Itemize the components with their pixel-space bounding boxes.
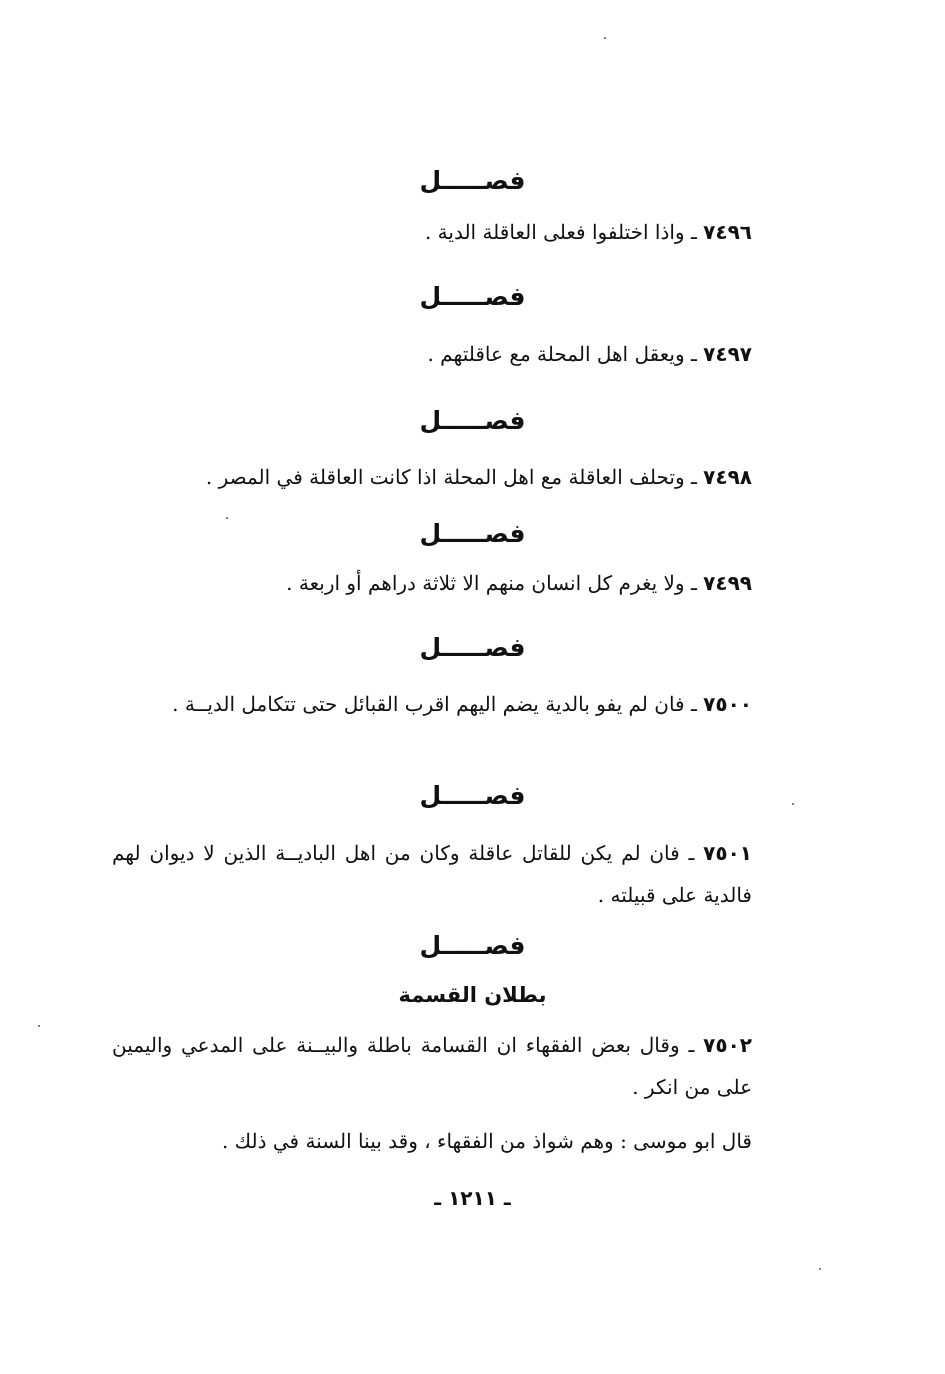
- closing-note: قال ابو موسى : وهم شواذ من الفقهاء ، وقد بينا السنة في ذلك .: [221, 1129, 752, 1153]
- paragraph-number: ٧٤٩٩: [703, 571, 752, 595]
- paragraph: [152, 211, 752, 253]
- scan-speck: [819, 1268, 821, 1270]
- paragraph: [152, 562, 752, 604]
- section-heading: فصـــــل: [419, 166, 526, 195]
- section-subheading: بطلان القسمة: [398, 983, 547, 1007]
- section-heading: فصـــــل: [419, 519, 526, 548]
- paragraph-text: ـ واذا اختلفوا فعلى العاقلة الدية .: [424, 220, 704, 244]
- scan-speck: [38, 1025, 40, 1027]
- section-heading: فصـــــل: [419, 781, 526, 810]
- paragraph-number: ٧٥٠١: [703, 841, 752, 865]
- paragraph-number: ٧٥٠٠: [703, 692, 752, 716]
- page-number: ـ ١٢١١ ـ: [434, 1186, 511, 1210]
- paragraph-text: ـ فان لم يكن للقاتل عاقلة وكان من اهل الباديــة الذين لا ديوان لهم فالدية على قبيلته .: [112, 841, 752, 907]
- paragraph: [152, 333, 752, 375]
- section-heading: فصـــــل: [419, 282, 526, 311]
- paragraph-text: ـ ويعقل اهل المحلة مع عاقلتهم .: [427, 342, 704, 366]
- paragraph: [112, 683, 752, 725]
- paragraph-text: ـ وتحلف العاقلة مع اهل المحلة اذا كانت العاقلة في المصر .: [205, 465, 704, 489]
- paragraph-text: ـ وقال بعض الفقهاء ان القسامة باطلة والبيــنة على المدعي واليمين على من انكر .: [112, 1033, 752, 1099]
- paragraph-number: ٧٤٩٧: [703, 342, 752, 366]
- paragraph: [112, 1024, 752, 1108]
- section-heading: فصـــــل: [419, 406, 526, 435]
- paragraph-number: ٧٥٠٢: [703, 1033, 752, 1057]
- scan-speck: [604, 37, 606, 39]
- paragraph: [142, 456, 752, 498]
- section-heading: فصـــــل: [419, 633, 526, 662]
- paragraph: [112, 832, 752, 916]
- paragraph-number: ٧٤٩٦: [703, 220, 752, 244]
- paragraph-text: ـ فان لم يفو بالدية يضم اليهم اقرب القبائل حتى تتكامل الديــة .: [172, 692, 704, 716]
- paragraph-text: ـ ولا يغرم كل انسان منهم الا ثلاثة دراهم أو اربعة .: [286, 571, 704, 595]
- paragraph-number: ٧٤٩٨: [703, 465, 752, 489]
- section-heading: فصـــــل: [419, 931, 526, 960]
